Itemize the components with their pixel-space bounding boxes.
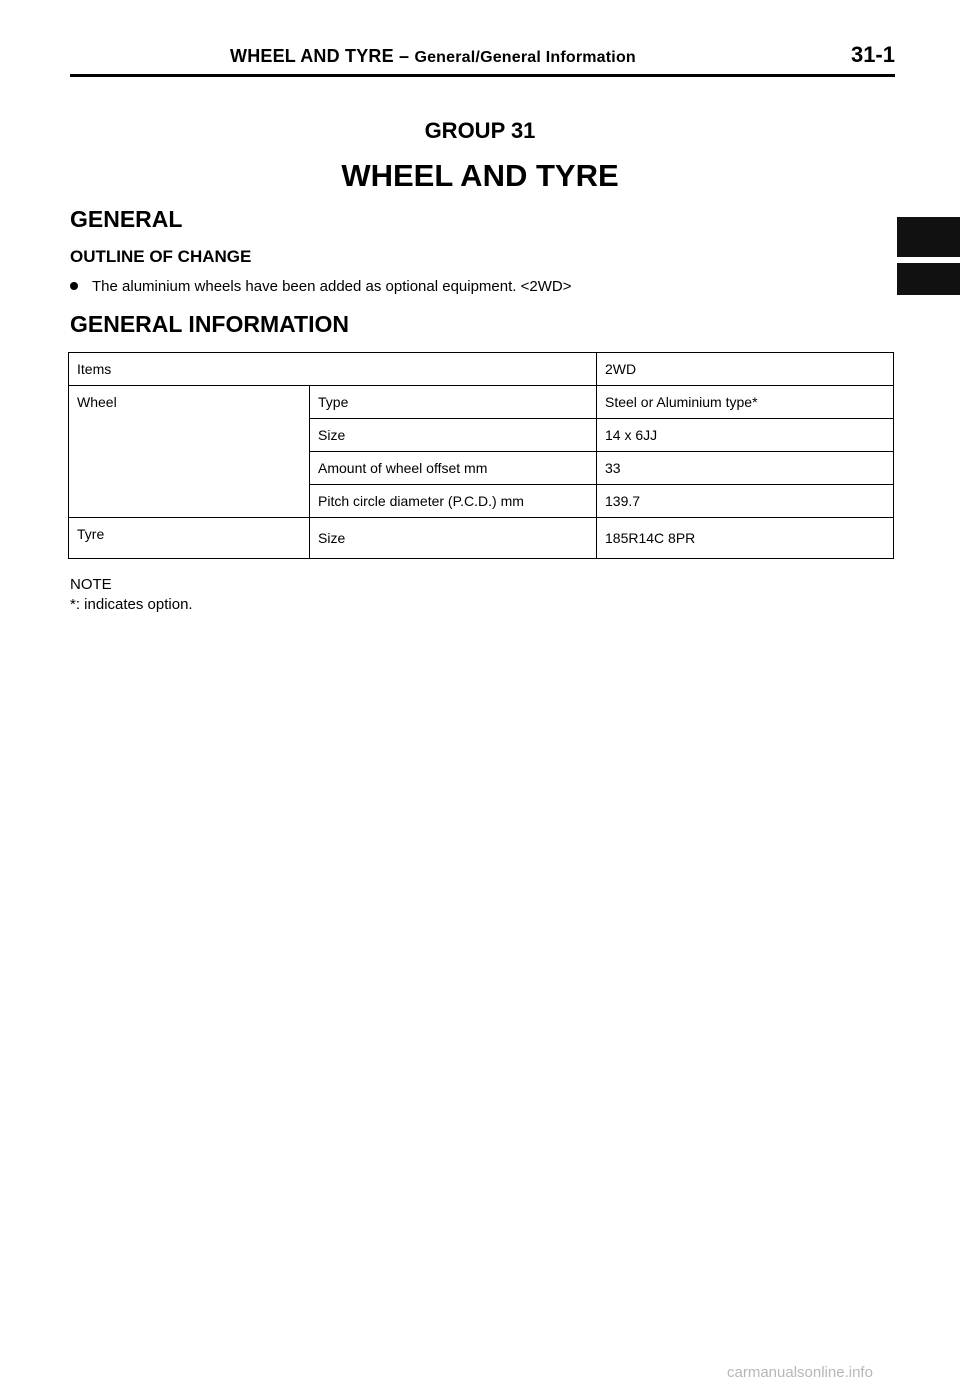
group-label: GROUP 31 bbox=[424, 118, 536, 143]
general-heading: GENERAL bbox=[70, 206, 183, 232]
table-cell-value: Steel or Aluminium type* bbox=[597, 386, 894, 419]
header-section-title: WHEEL AND TYRE bbox=[230, 46, 394, 66]
general-information-heading: GENERAL INFORMATION bbox=[70, 311, 349, 337]
header-title bbox=[230, 46, 636, 67]
bullet-icon bbox=[70, 282, 78, 290]
table-row bbox=[69, 518, 894, 559]
group-title: WHEEL AND TYRE bbox=[341, 158, 619, 193]
table-group-tyre: Tyre bbox=[69, 518, 310, 559]
table-cell-value: 14 x 6JJ bbox=[597, 419, 894, 452]
header-separator: – bbox=[393, 46, 415, 66]
section-index-tab bbox=[897, 217, 960, 257]
note-text: *: indicates option. bbox=[70, 596, 193, 613]
table-header-2wd: 2WD bbox=[597, 353, 894, 386]
table-group-wheel: Wheel bbox=[69, 386, 310, 518]
table-header-row bbox=[69, 353, 894, 386]
page-number: 31-1 bbox=[850, 42, 895, 67]
table-cell-item: Size bbox=[310, 419, 597, 452]
outline-bullet bbox=[70, 278, 571, 295]
table-header-items: Items bbox=[69, 353, 597, 386]
table-cell-value: 33 bbox=[597, 452, 894, 485]
table-cell-item: Pitch circle diameter (P.C.D.) mm bbox=[310, 485, 597, 518]
table-cell-value: 139.7 bbox=[597, 485, 894, 518]
table-cell-item: Amount of wheel offset mm bbox=[310, 452, 597, 485]
outline-bullet-text: The aluminium wheels have been added as optional equipment. <2WD> bbox=[92, 278, 572, 295]
page-header bbox=[70, 40, 895, 77]
specification-table bbox=[68, 352, 894, 559]
table-row bbox=[69, 386, 894, 419]
note-title: NOTE bbox=[70, 576, 112, 593]
table-cell-item: Type bbox=[310, 386, 597, 419]
table-cell-item: Size bbox=[310, 518, 597, 559]
watermark: carmanualsonline.info bbox=[727, 1364, 873, 1381]
header-subtitle: General/General Information bbox=[414, 49, 636, 66]
section-index-tab bbox=[897, 263, 960, 295]
table-cell-value: 185R14C 8PR bbox=[597, 518, 894, 559]
outline-of-change-heading: OUTLINE OF CHANGE bbox=[70, 247, 252, 266]
